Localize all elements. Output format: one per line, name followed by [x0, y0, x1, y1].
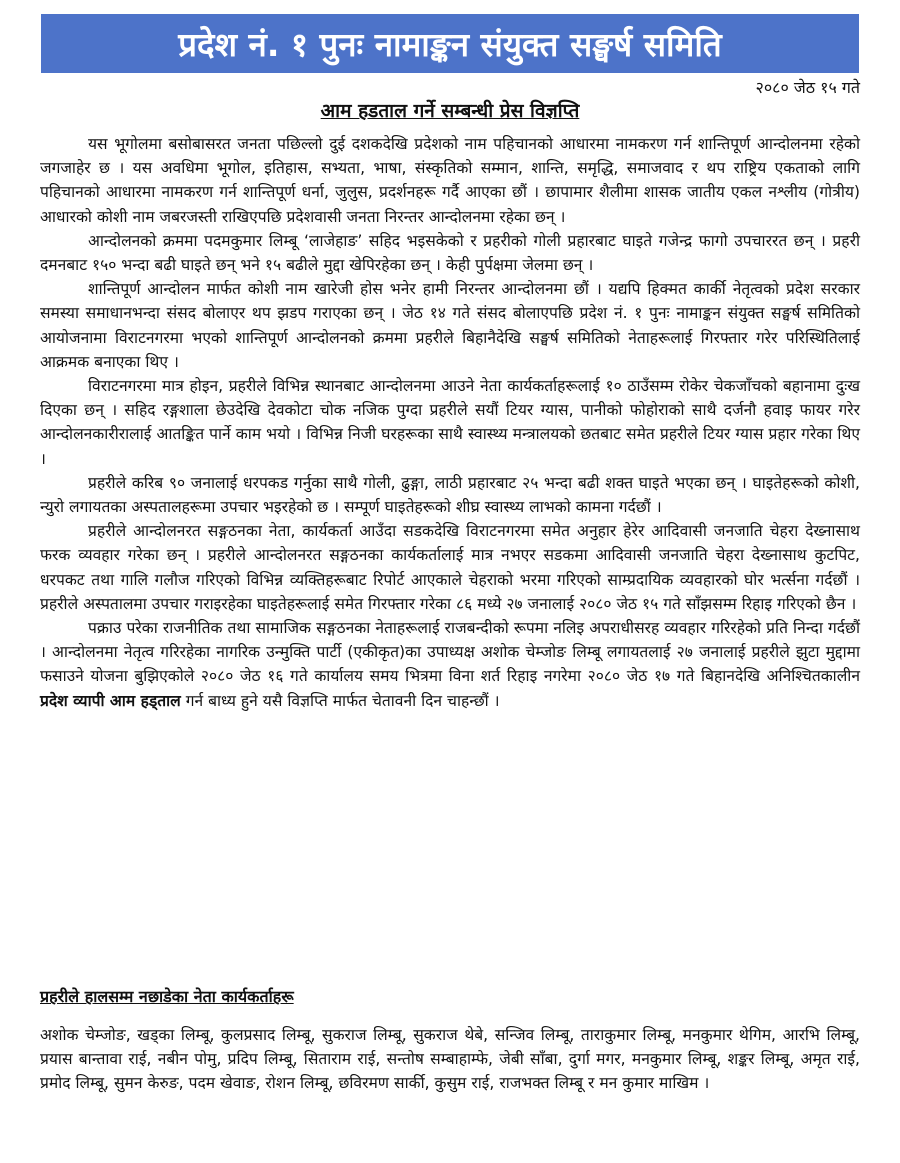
- paragraph: आन्दोलनको क्रममा पदमकुमार लिम्बू ‘लाजेहाङ’ सहिद भइसकेको र प्रहरीको गोली प्रहारबाट घाइते गजेन्द्र फागो उपचाररत छन् । प्रहरी दमनबाट १५० भन्दा बढी घाइते छन् भने १५ बढीले मुद्दा खेपिरहेका छन् । केही पुर्पक्षमा जेलमा छन् ।: [40, 231, 860, 275]
- paragraph: शान्तिपूर्ण आन्दोलन मार्फत कोशी नाम खारेजी होस भनेर हामी निरन्तर आन्दोलनमा छौं । यद्यपि हिक्मत कार्की नेतृत्वको प्रदेश सरकार समस्या समाधानभन्दा संसद बोलाएर थप झडप गराएका छन् । जेठ १४ गते संसद बोलाएपछि प्रदेश नं. १ पुनः नामाङ्कन संयुक्त सङ्घर्ष समितिको आयोजनामा विराटनगरमा भएको शान्तिपूर्ण आन्दोलनको क्रममा प्रहरीले बिहानैदेखि सङ्घर्ष समितिको नेताहरूलाई गिरफ्तार गरेर परिस्थितिलाई आक्रमक बनाएका थिए ।: [40, 280, 860, 371]
- strike-announcement: प्रदेश व्यापी आम हड्ताल: [40, 691, 181, 710]
- release-date: २०८० जेठ १५ गते: [755, 78, 860, 97]
- banner-title: प्रदेश नं. १ पुनः नामाङ्कन संयुक्त सङ्घर्ष समिति: [178, 25, 722, 64]
- paragraph: यस भूगोलमा बसोबासरत जनता पछिल्लो दुई दशकदेखि प्रदेशको नाम पहिचानको आधारमा नामकरण गर्न शान्तिपूर्ण आन्दोलनमा रहेको जगजाहेर छ । यस अवधिमा भूगोल, इतिहास, सभ्यता, भाषा, संस्कृतिको सम्मान, शान्ति, समृद्धि, समाजवाद र थप राष्ट्रिय एकताको लागि पहिचानको आधारमा नामकरण गर्न शान्तिपूर्ण धर्ना, जुलुस, प्रदर्शनहरू गर्दै आएका छौं । छापामार शैलीमा शासक जातीय एकल नश्लीय (गोत्रीय) आधारको कोशी नाम जबरजस्ती राखिएपछि प्रदेशवासी जनता निरन्तर आन्दोलनमा रहेका छन् ।: [40, 135, 860, 226]
- paragraph-last-text: पक्राउ परेका राजनीतिक तथा सामाजिक सङ्गठनका नेताहरूलाई राजबन्दीको रूपमा नलिइ अपराधीसरह व्यवहार गरिरहेको प्रति निन्दा गर्दछौं । आन्दोलनमा नेतृत्व गरिरहेका नागरिक उन्मुक्ति पार्टी (एकीकृत)का उपाध्यक्ष अशोक चेम्जोङ लिम्बू लगायतलाई २७ जनालाई प्रहरीले झुटा मुद्दामा फसाउने योजना बुझिएकोले २०८० जेठ १६ गते कार्यालय समय भित्रमा विना शर्त रिहाइ नगरेमा २०८० जेठ १७ गते बिहानदेखि अनिश्चितकालीन: [40, 619, 860, 686]
- paragraph-last: [40, 616, 860, 713]
- paragraph: प्रहरीले करिब ९० जनालाई धरपकड गर्नुका साथै गोली, ढुङ्गा, लाठी प्रहारबाट २५ भन्दा बढी शक्त घाइते भएका छन् । घाइतेहरूको कोशी, न्युरो लगायतका अस्पतालहरूमा उपचार भइरहेको छ । सम्पूर्ण घाइतेहरूको शीघ्र स्वास्थ्य लाभको कामना गर्दछौं ।: [40, 473, 860, 517]
- paragraph: विराटनगरमा मात्र होइन, प्रहरीले विभिन्न स्थानबाट आन्दोलनमा आउने नेता कार्यकर्ताहरूलाई १० ठाउँसम्म रोकेर चेकजाँचको बहानामा दुःख दिएका छन् । सहिद रङ्गशाला छेउदेखि देवकोटा चोक नजिक पुग्दा प्रहरीले सयौं टियर ग्यास, पानीको फोहोराको साथै दर्जनौ हवाइ फायर गरेर आन्दोलनकारीरालाई आतङ्कित पार्ने काम भयो । विभिन्न निजी घरहरूका साथै स्वास्थ्य मन्त्रालयको छतबाट समेत प्रहरीले टियर ग्यास प्रहार गरेका थिए ।: [40, 377, 860, 468]
- detainees-heading: प्रहरीले हालसम्म नछाडेका नेता कार्यकर्ताहरू: [40, 987, 294, 1006]
- header-banner: [41, 14, 859, 73]
- paragraph-last-ending: गर्न बाध्य हुने यसै विज्ञप्ति मार्फत चेतावनी दिन चाहन्छौं ।: [180, 691, 500, 710]
- document-title: आम हडताल गर्ने सम्बन्धी प्रेस विज्ञप्ति: [320, 100, 580, 122]
- document-body: [40, 132, 860, 713]
- paragraph: प्रहरीले आन्दोलनरत सङ्गठनका नेता, कार्यकर्ता आउँदा सडकदेखि विराटनगरमा समेत अनुहार हेरेर आदिवासी जनजाति चेहरा देख्नासाथ फरक व्यवहार गरेका छन् । प्रहरीले आन्दोलनरत सङ्गठनका कार्यकर्तालाई मात्र नभएर सडकमा आदिवासी जनजाति चेहरा देख्नासाथ कुटपिट, धरपकट तथा गालि गलौज गरिएको विभिन्न व्यक्तिहरूबाट रिपोर्ट आएकाले चेहराको भरमा गरिएको साम्प्रदायिक व्यवहारको घोर भर्त्सना गर्दछौं । प्रहरीले अस्पतालमा उपचार गराइरहेका घाइतेहरूलाई समेत गिरफ्तार गरेका ८६ मध्ये २७ जनालाई २०८० जेठ १५ गते साँझसम्म रिहाइ गरिएको छैन ।: [40, 522, 860, 613]
- detainees-list: अशोक चेम्जोङ, खड्का लिम्बू, कुलप्रसाद लिम्बू, सुकराज लिम्बू, सुकराज थेबे, सन्जिव लिम्बू, ताराकुमार लिम्बू, मनकुमार थेगिम, आरभि लिम्बू, प्रयास बान्तावा राई, नबीन पोमु, प्रदिप लिम्बू, सिताराम राई, सन्तोष सम्बाहाम्फे, जेबी साँबा, दुर्गा मगर, मनकुमार लिम्बू, शङ्कर लिम्बू, अमृत राई, प्रमोद लिम्बू, सुमन केरुङ, पदम खेवाङ, रोशन लिम्बू, छविरमण सार्की, कुसुम राई, राजभक्त लिम्बू र मन कुमार माखिम ।: [40, 1026, 860, 1093]
